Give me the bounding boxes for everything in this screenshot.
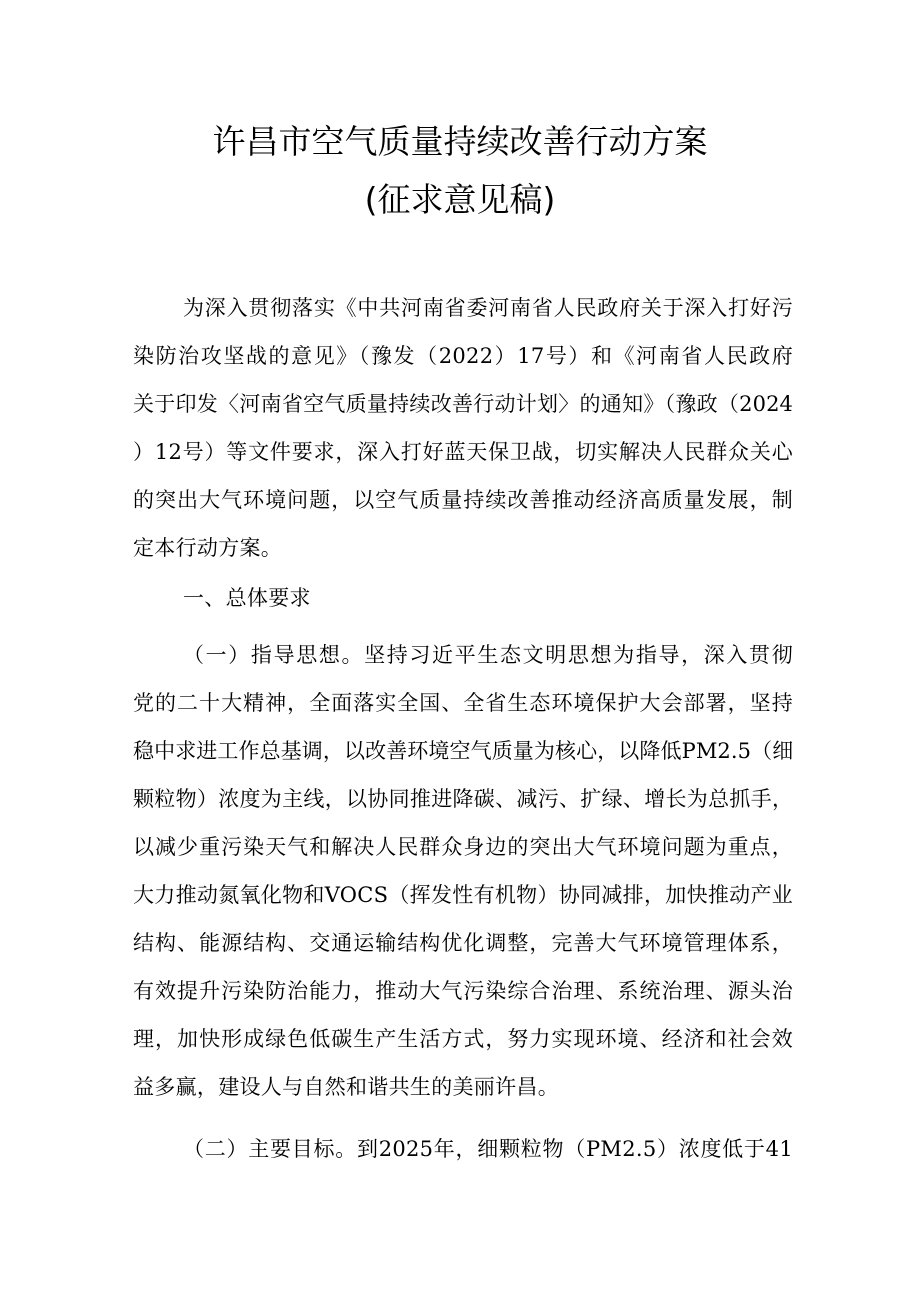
paragraph-line: （二）主要目标。到2025年，细颗粒物（PM2.5）浓度低于41 xyxy=(183,1137,793,1161)
section1-heading: 一、总体要求 xyxy=(183,586,311,610)
intro-paragraph xyxy=(133,293,793,581)
guiding-paragraph xyxy=(133,640,793,1120)
paragraph-line: 颗粒物）浓度为主线，以协同推进降碳、减污、扩绿、增长为总抓手， xyxy=(133,787,794,811)
section-heading xyxy=(133,583,793,631)
paragraph-line: 党的二十大精神，全面落实全国、全省生态环境保护大会部署，坚持 xyxy=(133,691,793,715)
paragraph-line: 关于印发〈河南省空气质量持续改善行动计划〉的通知》（豫政（2024 xyxy=(133,392,793,416)
paragraph-line: 结构、能源结构、交通运输结构优化调整，完善大气环境管理体系， xyxy=(133,931,793,955)
target-paragraph xyxy=(133,1134,793,1182)
paragraph-line: 为深入贯彻落实《中共河南省委河南省人民政府关于深入打好污 xyxy=(183,296,793,320)
paragraph-line: 以减少重污染天气和解决人民群众身边的突出大气环境问题为重点， xyxy=(133,835,793,859)
paragraph-line: 染防治攻坚战的意见》（豫发（2022）17号）和《河南省人民政府 xyxy=(133,344,793,368)
paragraph-line: 大力推动氮氧化物和VOCS（挥发性有机物）协同减排，加快推动产业 xyxy=(133,883,794,907)
paragraph-line: 有效提升污染防治能力，推动大气污染综合治理、系统治理、源头治 xyxy=(133,979,793,1003)
paragraph-line: 的突出大气环境问题，以空气质量持续改善推动经济高质量发展，制 xyxy=(133,488,793,512)
paragraph-line: ）12号）等文件要求，深入打好蓝天保卫战，切实解决人民群众关心 xyxy=(133,440,793,464)
paragraph-line: 益多赢，建设人与自然和谐共生的美丽许昌。 xyxy=(133,1075,559,1099)
paragraph-line: （一）指导思想。坚持习近平生态文明思想为指导，深入贯彻 xyxy=(183,643,793,667)
document-subtitle: (征求意见稿) xyxy=(364,180,556,219)
paragraph-line: 理，加快形成绿色低碳生产生活方式，努力实现环境、经济和社会效 xyxy=(133,1027,793,1051)
document-title: 许昌市空气质量持续改善行动方案 xyxy=(212,122,708,161)
paragraph-line: 稳中求进工作总基调，以改善环境空气质量为核心，以降低PM2.5（细 xyxy=(133,739,794,763)
paragraph-line: 定本行动方案。 xyxy=(133,536,283,560)
